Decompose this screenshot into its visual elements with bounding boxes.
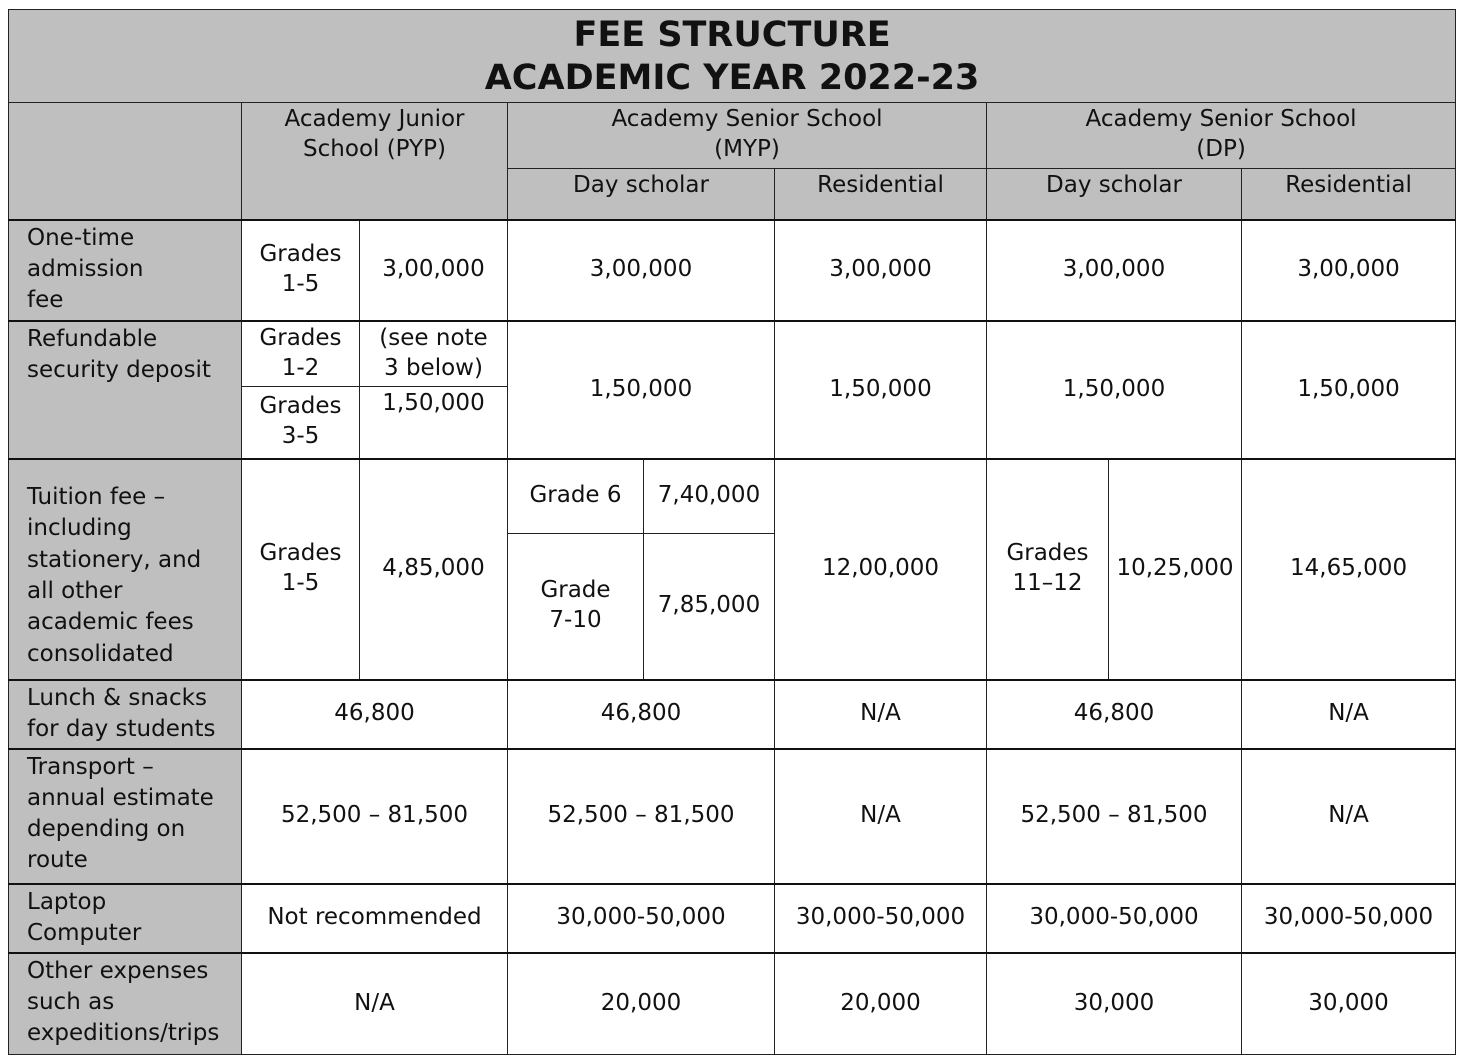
tuition-myp-grade-a: Grade 6 (508, 459, 644, 534)
tuition-myp-value-b: 7,85,000 (644, 534, 775, 680)
row-tuition-fee (9, 459, 1456, 534)
title-line-2: ACADEMIC YEAR 2022-23 (484, 58, 980, 98)
deposit-pyp-grade-b: Grades 3-5 (242, 387, 360, 459)
admission-pyp-value: 3,00,000 (360, 220, 508, 321)
deposit-pyp-value-a: (see note 3 below) (360, 321, 508, 387)
lunch-myp-day: 46,800 (508, 680, 775, 749)
tuition-dp-value: 10,25,000 (1109, 459, 1242, 680)
admission-dp-day: 3,00,000 (987, 220, 1242, 321)
tuition-dp-grade: Grades 11–12 (987, 459, 1109, 680)
row-laptop (9, 884, 1456, 953)
title-line-1: FEE STRUCTURE (573, 14, 891, 55)
row-lunch (9, 680, 1456, 749)
lunch-myp-residential: N/A (775, 680, 987, 749)
transport-myp-residential: N/A (775, 749, 987, 884)
label-tuition-fee: Tuition fee – including stationery, and all other academic fees consolidated (9, 459, 242, 680)
header-pyp: Academy Junior School (PYP) (242, 103, 508, 220)
row-transport (9, 749, 1456, 884)
admission-myp-day: 3,00,000 (508, 220, 775, 321)
header-myp-day-scholar: Day scholar (508, 169, 775, 220)
row-other-expenses (9, 953, 1456, 1055)
other-pyp: N/A (242, 953, 508, 1055)
label-other-expenses: Other expenses such as expeditions/trips (9, 953, 242, 1055)
other-myp-day: 20,000 (508, 953, 775, 1055)
laptop-myp-residential: 30,000-50,000 (775, 884, 987, 953)
lunch-dp-day: 46,800 (987, 680, 1242, 749)
header-dp-residential: Residential (1242, 169, 1456, 220)
admission-dp-residential: 3,00,000 (1242, 220, 1456, 321)
label-security-deposit: Refundable security deposit (9, 321, 242, 459)
deposit-dp-residential: 1,50,000 (1242, 321, 1456, 459)
laptop-dp-day: 30,000-50,000 (987, 884, 1242, 953)
laptop-dp-residential: 30,000-50,000 (1242, 884, 1456, 953)
transport-dp-day: 52,500 – 81,500 (987, 749, 1242, 884)
admission-myp-residential: 3,00,000 (775, 220, 987, 321)
label-laptop: Laptop Computer (9, 884, 242, 953)
title-row (9, 10, 1456, 103)
deposit-pyp-grade-a: Grades 1-2 (242, 321, 360, 387)
table-title (9, 10, 1456, 103)
header-dp-day-scholar: Day scholar (987, 169, 1242, 220)
deposit-dp-day: 1,50,000 (987, 321, 1242, 459)
other-dp-residential: 30,000 (1242, 953, 1456, 1055)
transport-myp-day: 52,500 – 81,500 (508, 749, 775, 884)
tuition-myp-grade-b: Grade 7-10 (508, 534, 644, 680)
tuition-myp-residential: 12,00,000 (775, 459, 987, 680)
laptop-pyp: Not recommended (242, 884, 508, 953)
label-transport: Transport – annual estimate depending on route (9, 749, 242, 884)
laptop-myp-day: 30,000-50,000 (508, 884, 775, 953)
deposit-myp-day: 1,50,000 (508, 321, 775, 459)
header-myp: Academy Senior School (MYP) (508, 103, 987, 169)
deposit-myp-residential: 1,50,000 (775, 321, 987, 459)
row-admission-fee (9, 220, 1456, 321)
header-empty-cell (9, 103, 242, 220)
admission-pyp-grade: Grades 1-5 (242, 220, 360, 321)
lunch-dp-residential: N/A (1242, 680, 1456, 749)
label-admission-fee: One-time admission fee (9, 220, 242, 321)
tuition-pyp-grade: Grades 1-5 (242, 459, 360, 680)
deposit-pyp-value-b: 1,50,000 (360, 387, 508, 459)
tuition-dp-residential: 14,65,000 (1242, 459, 1456, 680)
tuition-pyp-value: 4,85,000 (360, 459, 508, 680)
other-dp-day: 30,000 (987, 953, 1242, 1055)
tuition-myp-value-a: 7,40,000 (644, 459, 775, 534)
fee-structure-table (8, 9, 1456, 1055)
other-myp-residential: 20,000 (775, 953, 987, 1055)
row-security-deposit (9, 321, 1456, 387)
header-dp: Academy Senior School (DP) (987, 103, 1456, 169)
lunch-pyp: 46,800 (242, 680, 508, 749)
header-row-schools (9, 103, 1456, 169)
header-myp-residential: Residential (775, 169, 987, 220)
label-lunch: Lunch & snacks for day students (9, 680, 242, 749)
transport-pyp: 52,500 – 81,500 (242, 749, 508, 884)
transport-dp-residential: N/A (1242, 749, 1456, 884)
